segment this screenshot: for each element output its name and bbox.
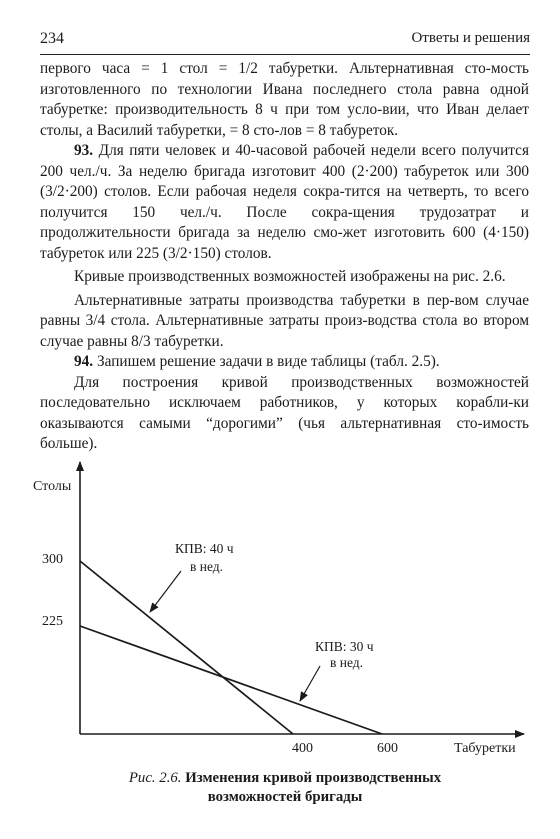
x-tick-400: 400	[292, 741, 313, 756]
paragraph-93-text: Для пяти человек и 40-часовой рабочей недели всего получится 200 чел./ч. За неделю бригада изготовит 400 (2·200) табуреток или 300 (3/2·200) столов. Если рабочая неделя сокра-тится на четверть, то всего получится 150 чел./ч. После сокра-щения трудозатрат и продолжительности бригада за неделю смо-жет изготовить 600 (4·150) табуреток или 225 (3/2·150) столов.	[40, 142, 529, 262]
body-text	[40, 59, 529, 455]
kpv-30-label-line1: КПВ: 30 ч	[315, 639, 374, 654]
kpv-40-pointer	[150, 571, 181, 612]
problem-number-93: 93.	[74, 142, 94, 159]
paragraph-construction: Для построения кривой производственных возможностей последовательно исключаем работников, у которых корабли-ки оказываются самыми “дорогими” (чья альтернативная сто-имость больше).	[40, 373, 529, 452]
paragraph-continuation: первого часа = 1 стол = 1/2 табуретки. Альтернативная сто-мость изготовленного по технологии Ивана последнего стола равна одной табуретке: производительность 8 ч при том усло-вии, что Иван делает столы, а Василий табуретки, = 8 сто-лов = 8 табуреток.	[40, 60, 529, 139]
page-number: 234	[40, 30, 64, 47]
x-tick-600: 600	[377, 741, 398, 756]
kpv-40-label-line1: КПВ: 40 ч	[175, 541, 234, 556]
y-tick-300: 300	[42, 552, 63, 567]
paragraph-alt-costs: Альтернативные затраты производства табуретки в пер-вом случае равны 3/4 стола. Альтернативные затраты произ-водства стола во втором случае равны 8/3 табуретки.	[40, 291, 529, 350]
y-tick-225: 225	[42, 614, 63, 629]
paragraph-94-text: Запишем решение задачи в виде таблицы (табл. 2.5).	[93, 353, 440, 370]
figure-caption	[40, 769, 530, 807]
caption-line-1	[40, 769, 530, 788]
paragraph-93	[40, 141, 529, 264]
y-axis-label: Столы	[33, 479, 72, 494]
kpv-40-label-line2: в нед.	[190, 559, 224, 574]
problem-number-94: 94.	[74, 353, 94, 370]
running-title: Ответы и решения	[411, 30, 530, 46]
kpv-30-pointer	[300, 666, 320, 701]
caption-line-2	[40, 788, 530, 807]
caption-title-2: возможностей бригады	[207, 789, 363, 805]
ppf-40h-line	[80, 561, 293, 734]
x-axis-label: Табуретки	[454, 741, 516, 756]
paragraph-curves: Кривые производственных возможностей изображены на рис. 2.6.	[74, 268, 506, 285]
header-rule	[40, 54, 530, 55]
kpv-30-label-line2: в нед.	[330, 655, 364, 670]
page-header	[40, 30, 530, 54]
caption-prefix: Рис. 2.6.	[128, 770, 182, 786]
caption-title-1: Изменения кривой производственных	[185, 770, 442, 786]
paragraph-94	[40, 352, 529, 373]
ppf-figure	[0, 450, 560, 770]
